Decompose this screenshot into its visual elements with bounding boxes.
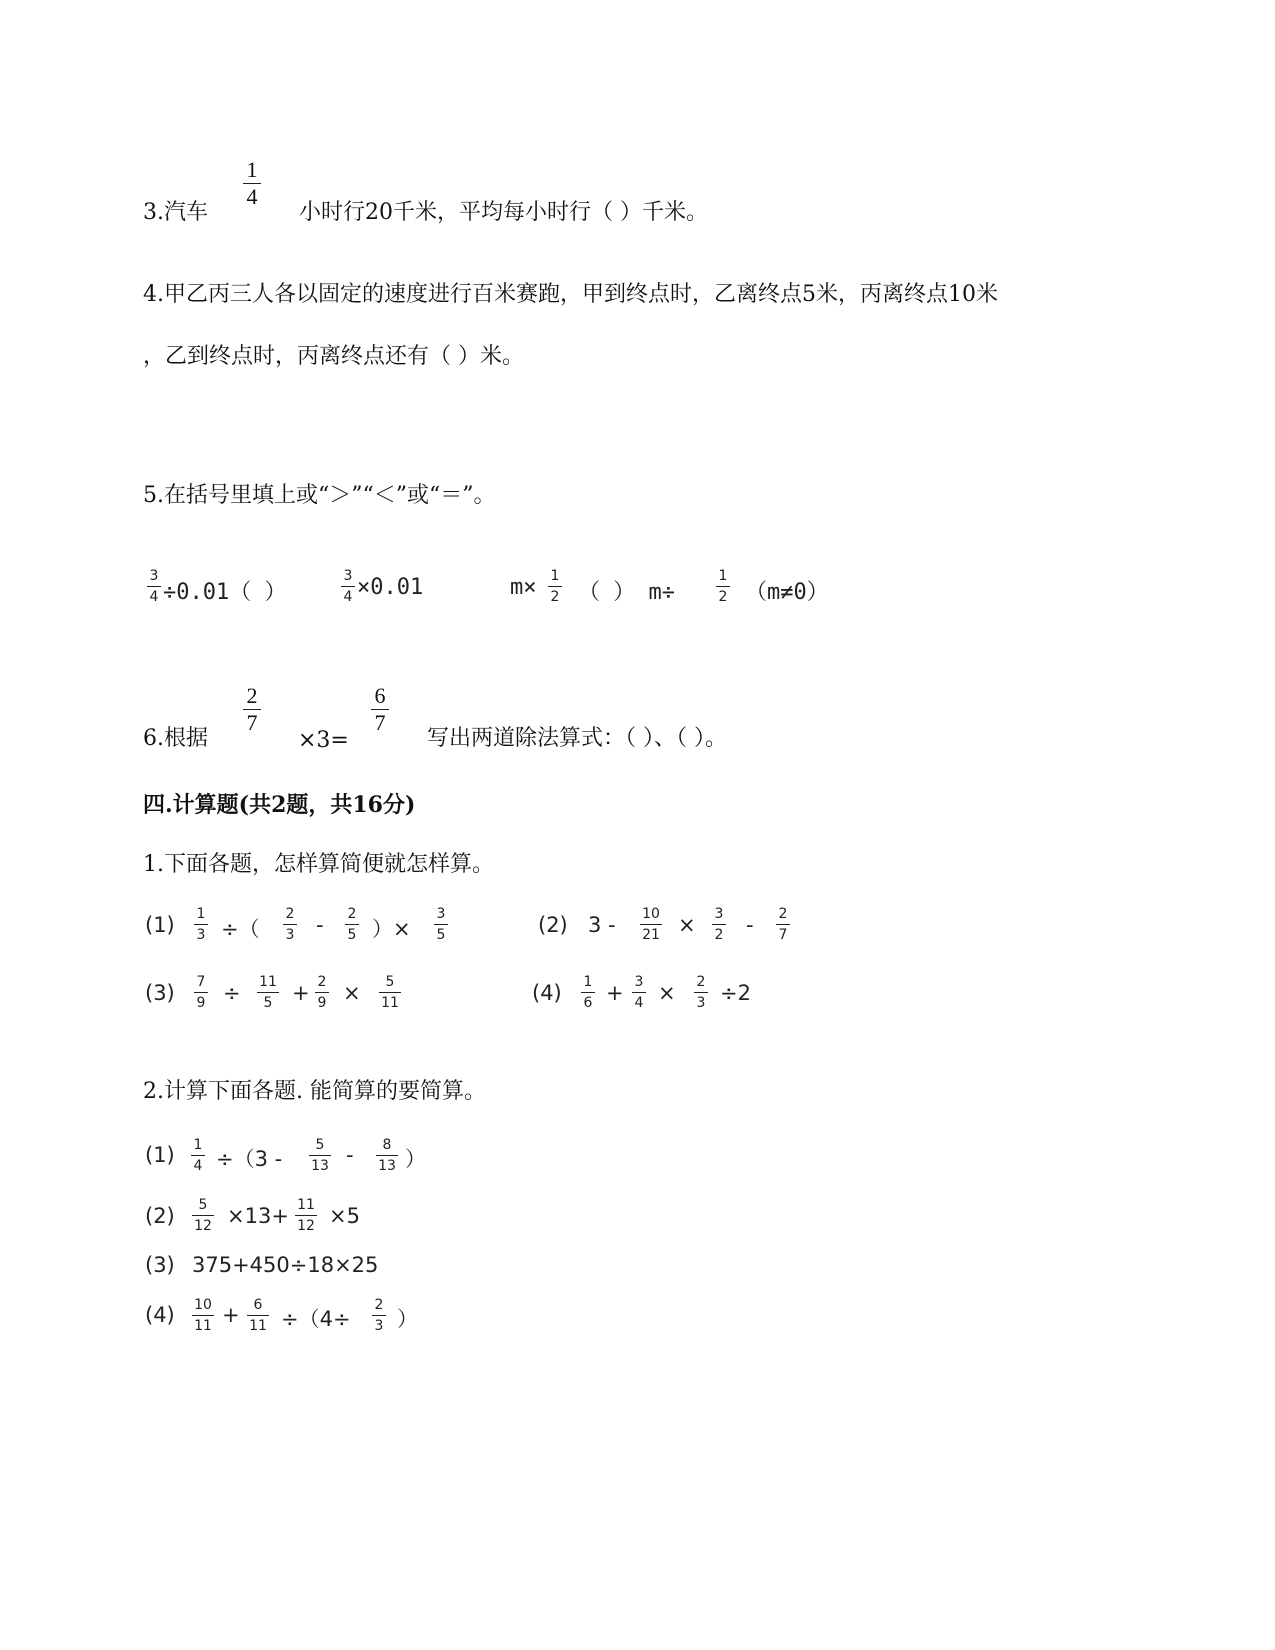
p1-item4-op2: × <box>658 981 676 1005</box>
fraction-denominator: 4 <box>343 589 353 605</box>
fraction-denominator: 11 <box>249 1318 267 1334</box>
p1-item3-op2: + <box>292 981 310 1005</box>
q5-expr2-frac-b <box>716 568 730 605</box>
p1-item4-tail: ÷2 <box>720 981 751 1005</box>
fraction-denominator: 3 <box>696 995 706 1011</box>
p1-item2-op1: × <box>678 913 696 937</box>
p1-item1-op3: ）× <box>372 917 411 941</box>
p1-item3-frac4 <box>379 974 401 1011</box>
fraction-numerator: 10 <box>642 906 660 922</box>
p2-item4-tail: ） <box>397 1307 418 1331</box>
fraction-denominator: 7 <box>778 927 788 943</box>
p2-item4-label: (4) <box>145 1303 175 1327</box>
fraction-numerator: 2 <box>285 906 295 922</box>
fraction-denominator: 13 <box>311 1158 329 1174</box>
fraction-denominator: 13 <box>378 1158 396 1174</box>
p1-item4-label: (4) <box>532 981 562 1005</box>
fraction-denominator: 9 <box>196 995 206 1011</box>
p1-item1-label: (1) <box>145 913 175 937</box>
fraction-numerator: 6 <box>374 683 386 708</box>
p1-item3-frac3 <box>315 974 329 1011</box>
p1-item1-op1: ÷（ <box>221 917 260 941</box>
p1-item3-op1: ÷ <box>223 981 241 1005</box>
fraction-denominator: 3 <box>196 927 206 943</box>
q3-frac-den: 4 <box>246 184 258 209</box>
p2-item3-label: (3) <box>145 1253 175 1277</box>
fraction-denominator: 21 <box>642 927 660 943</box>
fraction-denominator: 12 <box>194 1218 212 1234</box>
p2-item4-frac1 <box>192 1297 214 1334</box>
p2-item1-label: (1) <box>145 1143 175 1167</box>
section-heading: 四.计算题(共2题，共16分) <box>143 792 416 818</box>
q5-expr1-right: ×0.01 <box>357 575 424 600</box>
p1-item1-frac4 <box>434 906 448 943</box>
fraction-numerator: 1 <box>193 1137 203 1153</box>
fraction-numerator: 2 <box>317 974 327 990</box>
q6-fraction-2 <box>371 684 389 735</box>
fraction-denominator: 7 <box>374 710 386 735</box>
fraction-numerator: 7 <box>196 974 206 990</box>
fraction-numerator: 1 <box>718 568 728 584</box>
p2-item2-op1: ×13+ <box>227 1204 289 1228</box>
p1-title: 1.下面各题，怎样算简便就怎样算。 <box>143 852 494 877</box>
q3-prefix: 3.汽车 <box>143 200 208 225</box>
fraction-numerator: 1 <box>196 906 206 922</box>
p1-item2-label: (2) <box>538 913 568 937</box>
q4-line2: ，乙到终点时，丙离终点还有（ ）米。 <box>143 344 524 369</box>
fraction-denominator: 2 <box>718 589 728 605</box>
p1-item3-frac2 <box>257 974 279 1011</box>
p2-item2-label: (2) <box>145 1204 175 1228</box>
p2-item2-frac1 <box>192 1197 214 1234</box>
q5-expr2-mid: （ ） m÷ <box>578 580 675 605</box>
p1-item3-op3: × <box>343 981 361 1005</box>
q5-expr1-frac-b <box>341 568 355 605</box>
q3-fraction <box>243 158 261 209</box>
fraction-denominator: 12 <box>297 1218 315 1234</box>
fraction-denominator: 5 <box>347 927 357 943</box>
q4-line1: 4.甲乙丙三人各以固定的速度进行百米赛跑，甲到终点时，乙离终点5米，丙离终点10米 <box>143 282 998 307</box>
fraction-denominator: 4 <box>193 1158 203 1174</box>
p1-item3-frac1 <box>194 974 208 1011</box>
fraction-numerator: 2 <box>246 683 258 708</box>
fraction-numerator: 3 <box>714 906 724 922</box>
p2-item1-op2: - <box>346 1143 354 1167</box>
q6-fraction-1 <box>243 684 261 735</box>
q3-frac-num: 1 <box>246 157 258 182</box>
fraction-denominator: 9 <box>317 995 327 1011</box>
q5-expr2-frac-a <box>548 568 562 605</box>
p1-item4-op1: + <box>606 981 624 1005</box>
p1-item2-lead: 3 - <box>588 913 616 937</box>
q5-title: 5.在括号里填上或“＞”“＜”或“＝”。 <box>143 483 496 508</box>
fraction-numerator: 2 <box>374 1297 384 1313</box>
q5-expr2-tail: （m≠0） <box>745 580 829 605</box>
p1-item1-frac1 <box>194 906 208 943</box>
fraction-denominator: 11 <box>381 995 399 1011</box>
p2-item4-op1: + <box>222 1303 240 1327</box>
p2-item4-op2: ÷（4÷ <box>281 1307 351 1331</box>
p1-item3-label: (3) <box>145 981 175 1005</box>
q6-suffix: 写出两道除法算式：（ ）、（ ）。 <box>427 726 727 751</box>
fraction-denominator: 4 <box>634 995 644 1011</box>
fraction-numerator: 8 <box>382 1137 392 1153</box>
q6-prefix: 6.根据 <box>143 726 208 751</box>
p2-title: 2.计算下面各题. 能简算的要简算。 <box>143 1079 486 1104</box>
p2-item2-tail: ×5 <box>329 1204 360 1228</box>
fraction-numerator: 1 <box>583 974 593 990</box>
q6-times: ×3= <box>298 728 349 753</box>
fraction-numerator: 10 <box>194 1297 212 1313</box>
fraction-numerator: 3 <box>436 906 446 922</box>
fraction-denominator: 4 <box>149 589 159 605</box>
fraction-denominator: 3 <box>285 927 295 943</box>
fraction-denominator: 6 <box>583 995 593 1011</box>
fraction-numerator: 6 <box>253 1297 263 1313</box>
q5-expr2-head: m× <box>510 575 537 600</box>
fraction-denominator: 7 <box>246 710 258 735</box>
p1-item4-frac2 <box>632 974 646 1011</box>
p1-item2-frac2 <box>712 906 726 943</box>
fraction-denominator: 11 <box>194 1318 212 1334</box>
p2-item1-op1: ÷（3 - <box>216 1147 283 1171</box>
p1-item1-frac3 <box>345 906 359 943</box>
fraction-denominator: 2 <box>714 927 724 943</box>
p2-item4-frac3 <box>372 1297 386 1334</box>
fraction-denominator: 5 <box>263 995 273 1011</box>
p2-item2-frac2 <box>295 1197 317 1234</box>
fraction-denominator: 3 <box>374 1318 384 1334</box>
p1-item2-frac1 <box>640 906 662 943</box>
p2-item3-expr: 375+450÷18×25 <box>192 1253 379 1277</box>
fraction-numerator: 11 <box>297 1197 315 1213</box>
fraction-numerator: 2 <box>778 906 788 922</box>
p2-item1-frac3 <box>376 1137 398 1174</box>
p2-item1-tail: ） <box>405 1147 426 1171</box>
p1-item4-frac3 <box>694 974 708 1011</box>
fraction-numerator: 5 <box>315 1137 325 1153</box>
fraction-denominator: 2 <box>550 589 560 605</box>
q5-expr1-frac-a <box>147 568 161 605</box>
p1-item1-frac2 <box>283 906 297 943</box>
p1-item4-frac1 <box>581 974 595 1011</box>
p2-item1-frac2 <box>309 1137 331 1174</box>
fraction-numerator: 2 <box>347 906 357 922</box>
fraction-numerator: 5 <box>198 1197 208 1213</box>
fraction-numerator: 1 <box>550 568 560 584</box>
fraction-numerator: 3 <box>149 568 159 584</box>
p2-item4-frac2 <box>247 1297 269 1334</box>
q5-expr1-left: ÷0.01（ ） <box>163 580 287 605</box>
fraction-numerator: 11 <box>259 974 277 990</box>
fraction-numerator: 3 <box>343 568 353 584</box>
p2-item1-frac1 <box>191 1137 205 1174</box>
p1-item1-op2: - <box>316 913 324 937</box>
fraction-numerator: 2 <box>696 974 706 990</box>
fraction-numerator: 5 <box>385 974 395 990</box>
q3-suffix: 小时行20千米，平均每小时行（ ）千米。 <box>299 200 708 225</box>
fraction-denominator: 5 <box>436 927 446 943</box>
p1-item2-op2: - <box>746 913 754 937</box>
fraction-numerator: 3 <box>634 974 644 990</box>
p1-item2-frac3 <box>776 906 790 943</box>
